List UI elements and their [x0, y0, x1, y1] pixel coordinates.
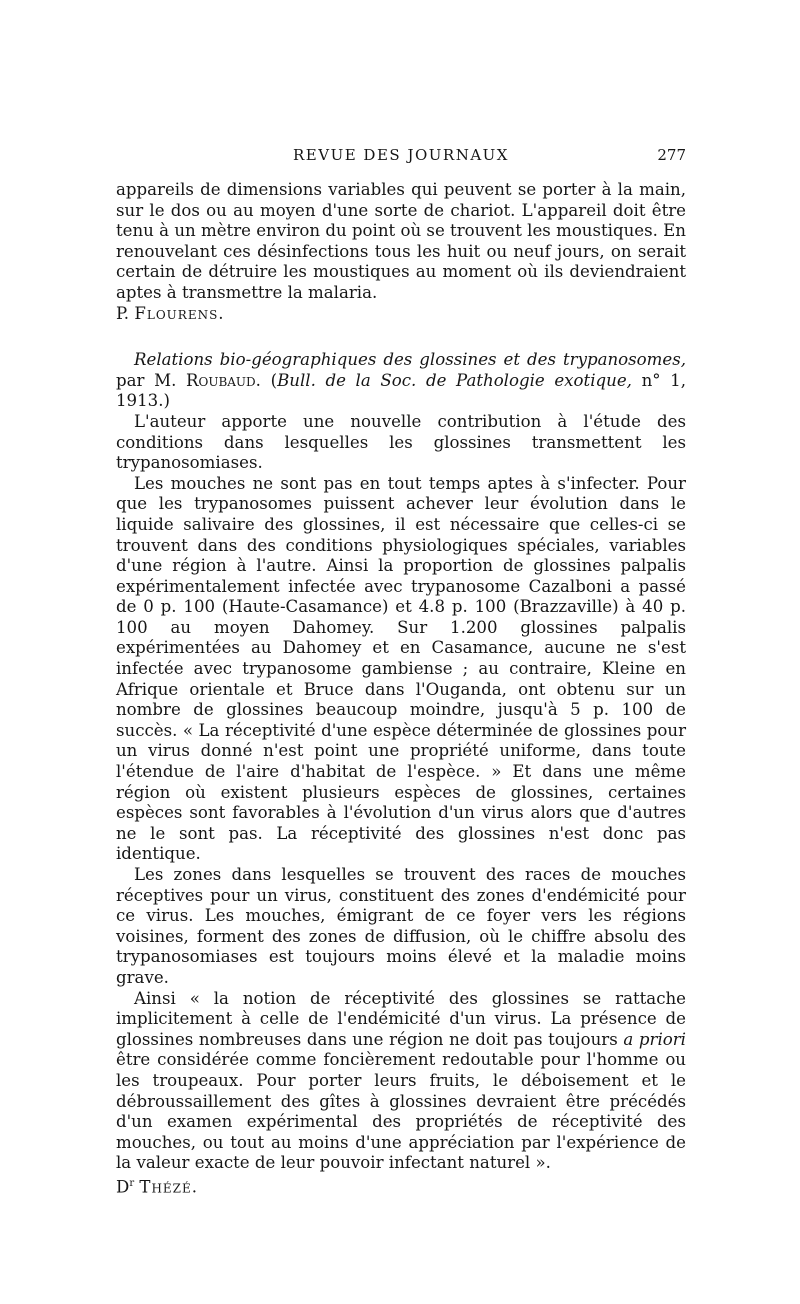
signature-initial: P. [116, 303, 130, 323]
signature-title-sup: r [129, 1177, 135, 1189]
paragraph-4-italic: a priori [623, 1029, 686, 1049]
article-by: par M. [116, 370, 177, 390]
previous-article-signature [116, 304, 686, 325]
signature-name: Flourens. [134, 303, 225, 323]
running-title: REVUE DES JOURNAUX [293, 146, 509, 164]
paragraph-3: Les zones dans lesquelles se trouvent des races de mouches réceptives pour un virus, constituent des zones d'endémicité pour ce virus. Les mouches, émigrant de ce foyer vers les régions voisines, forment des zones de diffusion, où le chiffre absolu des trypanosomiases est toujours moins élevé et la maladie moins grave. [116, 865, 686, 987]
paragraph-4-before: Ainsi « la notion de réceptivité des glossines se rattache implicitement à celle de l'endémicité d'un virus. La présence de glossines nombreuses dans une région ne doit pas toujours [116, 988, 686, 1049]
signature-title: D [116, 1177, 130, 1197]
journal-name: Bull. de la Soc. de Pathologie exotique, [277, 370, 632, 390]
signature-author: Thézé. [139, 1177, 199, 1197]
article-author: Roubaud. [186, 370, 261, 390]
text-column [116, 180, 686, 1198]
article-title: Relations bio-géographiques des glossines et des trypanosomes, [134, 350, 686, 370]
article-citation [116, 350, 686, 412]
article-separator [116, 324, 686, 350]
journal-issue: n° 1, 1913.) [116, 370, 687, 411]
paragraph-4 [116, 989, 686, 1174]
article-signature [116, 1174, 634, 1198]
previous-article-continuation: appareils de dimensions variables qui peuvent se porter à la main, sur le dos ou au moyen d'une sorte de chariot. L'appareil doit être tenu à un mètre environ du point où se trouvent les moustiques. En renouvelant ces désinfections tous les huit ou neuf jours, on serait certain de détruire les moustiques au moment où ils deviendraient aptes à transmettre la malaria. [116, 180, 686, 302]
paragraph-2: Les mouches ne sont pas en tout temps aptes à s'infecter. Pour que les trypanosomes puissent achever leur évolution dans le liquide salivaire des glossines, il est nécessaire que celles-ci se trouvent dans des conditions physiologiques spéciales, variables d'une région à l'autre. Ainsi la proportion de glossines palpalis expérimentalement infectée avec trypanosome Cazalboni a passé de 0 p. 100 (Haute-Casamance) et 4.8 p. 100 (Brazzaville) à 40 p. 100 au moyen Dahomey. Sur 1.200 glossines palpalis expérimentées au Dahomey et en Casamance, aucune ne s'est infectée avec trypanosome gambiense ; au contraire, Kleine en Afrique orientale et Bruce dans l'Ouganda, ont obtenu sur un nombre de glossines beaucoup moindre, jusqu'à 5 p. 100 de succès. « La réceptivité d'une espèce déterminée de glossines pour un virus donné n'est point une propriété uniforme, dans toute l'étendue de l'aire d'habitat de l'espèce. » Et dans une même région où existent plusieurs espèces de glossines, certaines espèces sont favorables à l'évolution d'un virus alors que d'autres ne le sont pas. La réceptivité des glossines n'est donc pas identique. [116, 473, 686, 864]
paragraph-1: L'auteur apporte une nouvelle contribution à l'étude des conditions dans lesquelles les glossines transmettent les trypanosomiases. [116, 411, 686, 473]
paragraph-4-after: être considérée comme foncièrement redoutable pour l'homme ou les troupeaux. Pour porter leurs fruits, le déboisement et le débroussaillement des gîtes à glossines devraient être précédés d'un examen expérimental des propriétés de réceptivité des mouches, ou tout au moins d'une appréciation par l'expérience de la valeur exacte de leur pouvoir infectant naturel ». [116, 1050, 686, 1173]
page-number: 277 [657, 146, 686, 164]
page-header [116, 146, 686, 170]
source-open: ( [270, 370, 278, 390]
